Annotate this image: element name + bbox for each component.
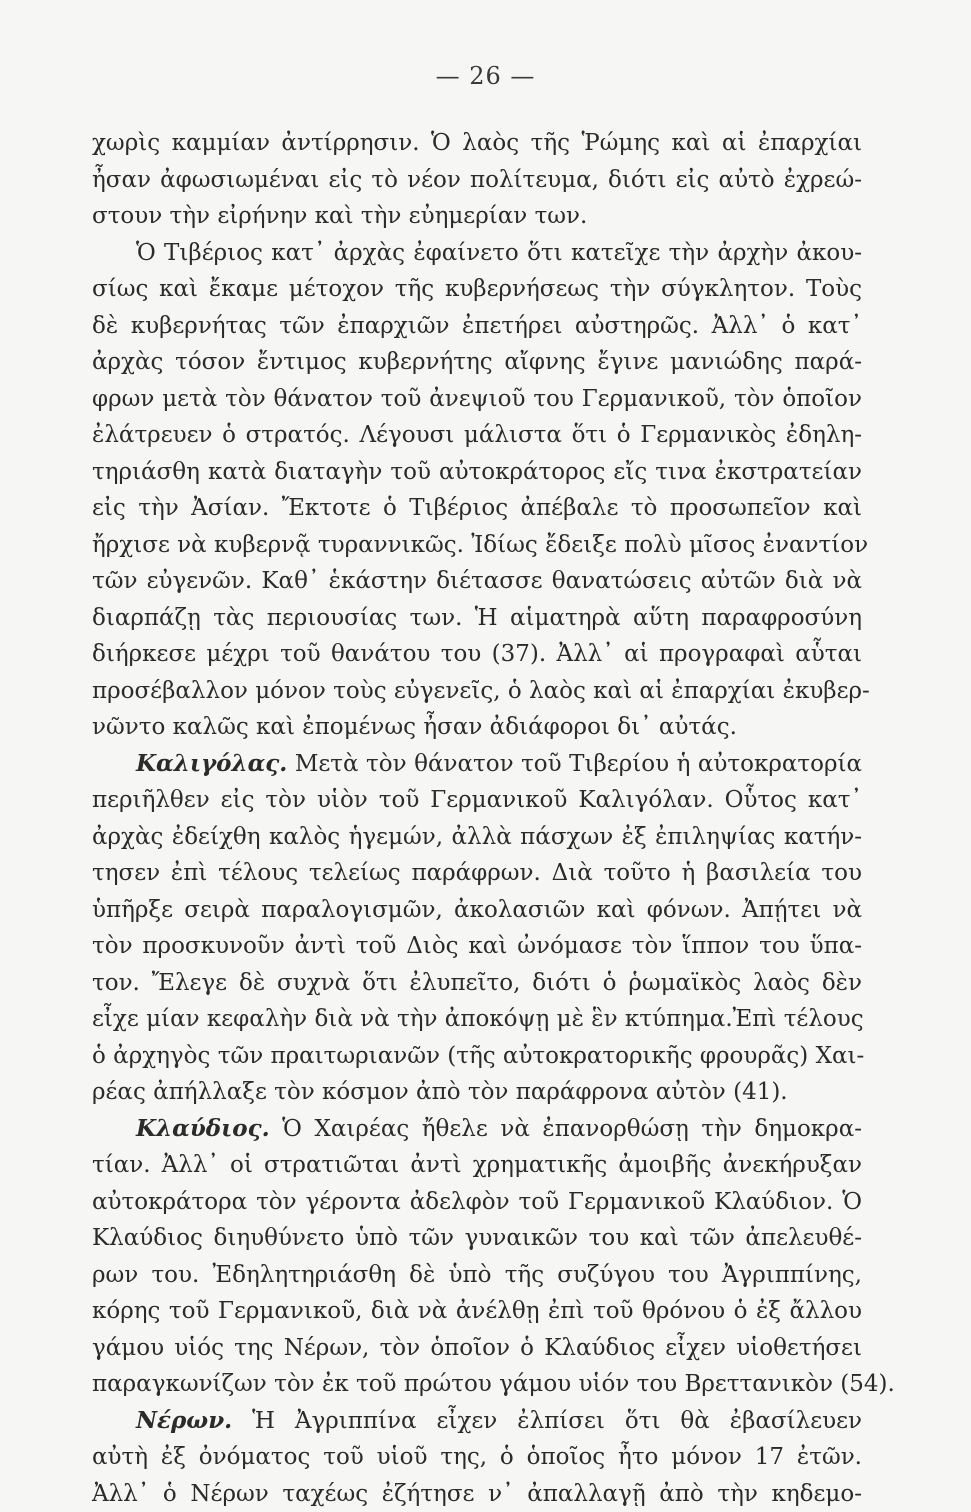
section-heading: Νέρων. bbox=[136, 1407, 232, 1434]
text-line bbox=[92, 235, 862, 272]
line-text: προσέβαλλον μόνον τοὺς εὐγενεῖς, ὁ λαὸς καὶ αἱ ἐπαρχίαι ἐκυβερ- bbox=[92, 678, 870, 704]
line-text: ἐλάτρευεν ὁ στρατός. Λέγουσι μάλιστα ὅτι ὁ Γερμανικὸς ἐδηλη- bbox=[92, 422, 862, 448]
section-heading: Κλαύδιος. bbox=[136, 1115, 270, 1142]
line-text: στουν τὴν εἰρήνην καὶ τὴν εὐημερίαν των. bbox=[92, 203, 587, 229]
text-line bbox=[92, 892, 862, 929]
line-text: τησεν ἐπὶ τέλους τελείως παράφρων. Διὰ τοῦτο ἡ βασιλεία του bbox=[92, 860, 862, 886]
line-text: τῶν εὐγενῶν. Καθ᾽ ἑκάστην διέτασσε θανατώσεις αὐτῶν διὰ νὰ bbox=[92, 568, 862, 594]
line-text: ὑπῆρξε σειρὰ παραλογισμῶν, ἀκολασιῶν καὶ φόνων. Ἀπῄτει νὰ bbox=[92, 897, 862, 923]
line-text: δὲ κυβερνήτας τῶν ἐπαρχιῶν ἐπετήρει αὐστηρῶς. Ἀλλ᾽ ὁ κατ᾽ bbox=[92, 313, 862, 339]
text-line bbox=[92, 1001, 862, 1038]
text-line bbox=[92, 527, 862, 564]
text-line bbox=[92, 1111, 862, 1148]
line-text: Ἀλλ᾽ ὁ Νέρων ταχέως ἐζήτησε ν᾽ ἀπαλλαγῇ ἀπὸ τὴν κηδεμο- bbox=[92, 1481, 862, 1507]
text-line bbox=[92, 1220, 862, 1257]
text-line bbox=[92, 308, 862, 345]
text-line bbox=[92, 1038, 862, 1075]
line-text: τὸν προσκυνοῦν ἀντὶ τοῦ Διὸς καὶ ὠνόμασε τὸν ἵππον του ὕπα- bbox=[92, 933, 862, 959]
text-line bbox=[92, 965, 862, 1002]
line-text: παραγκωνίζων τὸν ἐκ τοῦ πρώτου γάμου υἱόν του Βρεττανικὸν (54). bbox=[92, 1371, 895, 1397]
text-line bbox=[92, 1439, 862, 1476]
line-text: τηριάσθη κατὰ διαταγὴν τοῦ αὐτοκράτορος εἴς τινα ἐκστρατείαν bbox=[92, 459, 862, 485]
line-text: νῶντο καλῶς καὶ ἐπομένως ἦσαν ἀδιάφοροι δι᾽ αὐτάς. bbox=[92, 714, 737, 740]
text-line bbox=[92, 490, 862, 527]
line-text: ρέας ἀπήλλαξε τὸν κόσμον ἀπὸ τὸν παράφρονα αὐτὸν (41). bbox=[92, 1079, 788, 1105]
line-text: ρων του. Ἐδηλητηριάσθη δὲ ὑπὸ τῆς συζύγου του Ἀγριππίνης, bbox=[92, 1262, 862, 1288]
line-text: τίαν. Ἀλλ᾽ οἱ στρατιῶται ἀντὶ χρηματικῆς ἀμοιβῆς ἀνεκήρυξαν bbox=[92, 1152, 862, 1178]
line-text: διήρκεσε μέχρι τοῦ θανάτου του (37). Ἀλλ᾽ αἱ προγραφαὶ αὗται bbox=[92, 641, 862, 667]
text-line bbox=[92, 417, 862, 454]
text-line bbox=[92, 600, 862, 637]
section-heading: Καλιγόλας. bbox=[136, 750, 287, 777]
text-line bbox=[92, 746, 862, 783]
text-line bbox=[92, 381, 862, 418]
line-text: σίως καὶ ἔκαμε μέτοχον τῆς κυβερνήσεως τὴν σύγκλητον. Τοὺς bbox=[92, 276, 862, 302]
text-line bbox=[92, 271, 862, 308]
body-text bbox=[92, 125, 862, 1512]
text-line bbox=[92, 855, 862, 892]
line-text: γάμου υἱός της Νέρων, τὸν ὁποῖον ὁ Κλαύδιος εἶχεν υἱοθετήσει bbox=[92, 1335, 862, 1361]
page-number: — 26 — bbox=[0, 62, 971, 90]
text-line bbox=[92, 1403, 862, 1440]
line-text: εἰς τὴν Ἀσίαν. Ἔκτοτε ὁ Τιβέριος ἀπέβαλε τὸ προσωπεῖον καὶ bbox=[92, 495, 862, 521]
text-line bbox=[92, 782, 862, 819]
line-text: διαρπάζῃ τὰς περιουσίας των. Ἡ αἱματηρὰ αὕτη παραφροσύνη bbox=[92, 605, 862, 631]
text-line bbox=[92, 1074, 862, 1111]
text-line bbox=[92, 198, 862, 235]
text-line bbox=[92, 1366, 862, 1403]
line-text: Ὁ Χαιρέας ἤθελε νὰ ἐπανορθώσῃ τὴν δημοκρα- bbox=[282, 1116, 862, 1142]
line-text: περιῆλθεν εἰς τὸν υἱὸν τοῦ Γερμανικοῦ Καλιγόλαν. Οὗτος κατ᾽ bbox=[92, 787, 862, 813]
line-text: Κλαύδιος διηυθύνετο ὑπὸ τῶν γυναικῶν του καὶ τῶν ἀπελευθέ- bbox=[92, 1225, 862, 1251]
text-line bbox=[92, 636, 862, 673]
text-line bbox=[92, 563, 862, 600]
text-line bbox=[92, 1330, 862, 1367]
text-line bbox=[92, 709, 862, 746]
line-text: ἦσαν ἀφωσιωμέναι εἰς τὸ νέον πολίτευμα, διότι εἰς αὐτὸ ἐχρεώ- bbox=[92, 167, 862, 193]
text-line bbox=[92, 344, 862, 381]
line-text: ἀρχὰς τόσον ἔντιμος κυβερνήτης αἴφνης ἔγινε μανιώδης παρά- bbox=[92, 349, 862, 375]
line-text: Ἡ Ἀγριππίνα εἶχεν ἐλπίσει ὅτι θὰ ἐβασίλευεν bbox=[252, 1408, 862, 1434]
text-line bbox=[92, 162, 862, 199]
text-line bbox=[92, 1476, 862, 1512]
line-text: φρων μετὰ τὸν θάνατον τοῦ ἀνεψιοῦ του Γερμανικοῦ, τὸν ὁποῖον bbox=[92, 386, 862, 412]
text-line bbox=[92, 1293, 862, 1330]
line-text: αὐτοκράτορα τὸν γέροντα ἀδελφὸν τοῦ Γερμανικοῦ Κλαύδιον. Ὁ bbox=[92, 1189, 862, 1215]
text-line bbox=[92, 125, 862, 162]
line-text: αὐτὴ ἐξ ὀνόματος τοῦ υἱοῦ της, ὁ ὁποῖος ἦτο μόνον 17 ἐτῶν. bbox=[92, 1444, 862, 1470]
text-line bbox=[92, 819, 862, 856]
text-line bbox=[92, 454, 862, 491]
text-line bbox=[92, 928, 862, 965]
text-line bbox=[92, 673, 862, 710]
line-text: ἀρχὰς ἐδείχθη καλὸς ἡγεμών, ἀλλὰ πάσχων ἐξ ἐπιληψίας κατήν- bbox=[92, 824, 862, 850]
line-text: Μετὰ τὸν θάνατον τοῦ Τιβερίου ἡ αὐτοκρατορία bbox=[295, 751, 862, 777]
text-line bbox=[92, 1147, 862, 1184]
line-text: τον. Ἔλεγε δὲ συχνὰ ὅτι ἐλυπεῖτο, διότι ὁ ῥωμαϊκὸς λαὸς δὲν bbox=[92, 970, 862, 996]
line-text: ὁ ἀρχηγὸς τῶν πραιτωριανῶν (τῆς αὐτοκρατορικῆς φρουρᾶς) Χαι- bbox=[92, 1043, 864, 1069]
text-line bbox=[92, 1257, 862, 1294]
line-text: ἤρχισε νὰ κυβερνᾷ τυραννικῶς. Ἰδίως ἔδειξε πολὺ μῖσος ἐναντίον bbox=[92, 532, 868, 558]
line-text: κόρης τοῦ Γερμανικοῦ, διὰ νὰ ἀνέλθῃ ἐπὶ τοῦ θρόνου ὁ ἐξ ἄλλου bbox=[92, 1298, 862, 1324]
line-text: Ὁ Τιβέριος κατ᾽ ἀρχὰς ἐφαίνετο ὅτι κατεῖχε τὴν ἀρχὴν ἀκου- bbox=[136, 240, 862, 266]
line-text: χωρὶς καμμίαν ἀντίρρησιν. Ὁ λαὸς τῆς Ῥώμης καὶ αἱ ἐπαρχίαι bbox=[92, 130, 862, 156]
text-line bbox=[92, 1184, 862, 1221]
line-text: εἶχε μίαν κεφαλὴν διὰ νὰ τὴν ἀποκόψῃ μὲ ἓν κτύπημα.Ἐπὶ τέλους bbox=[92, 1006, 864, 1032]
